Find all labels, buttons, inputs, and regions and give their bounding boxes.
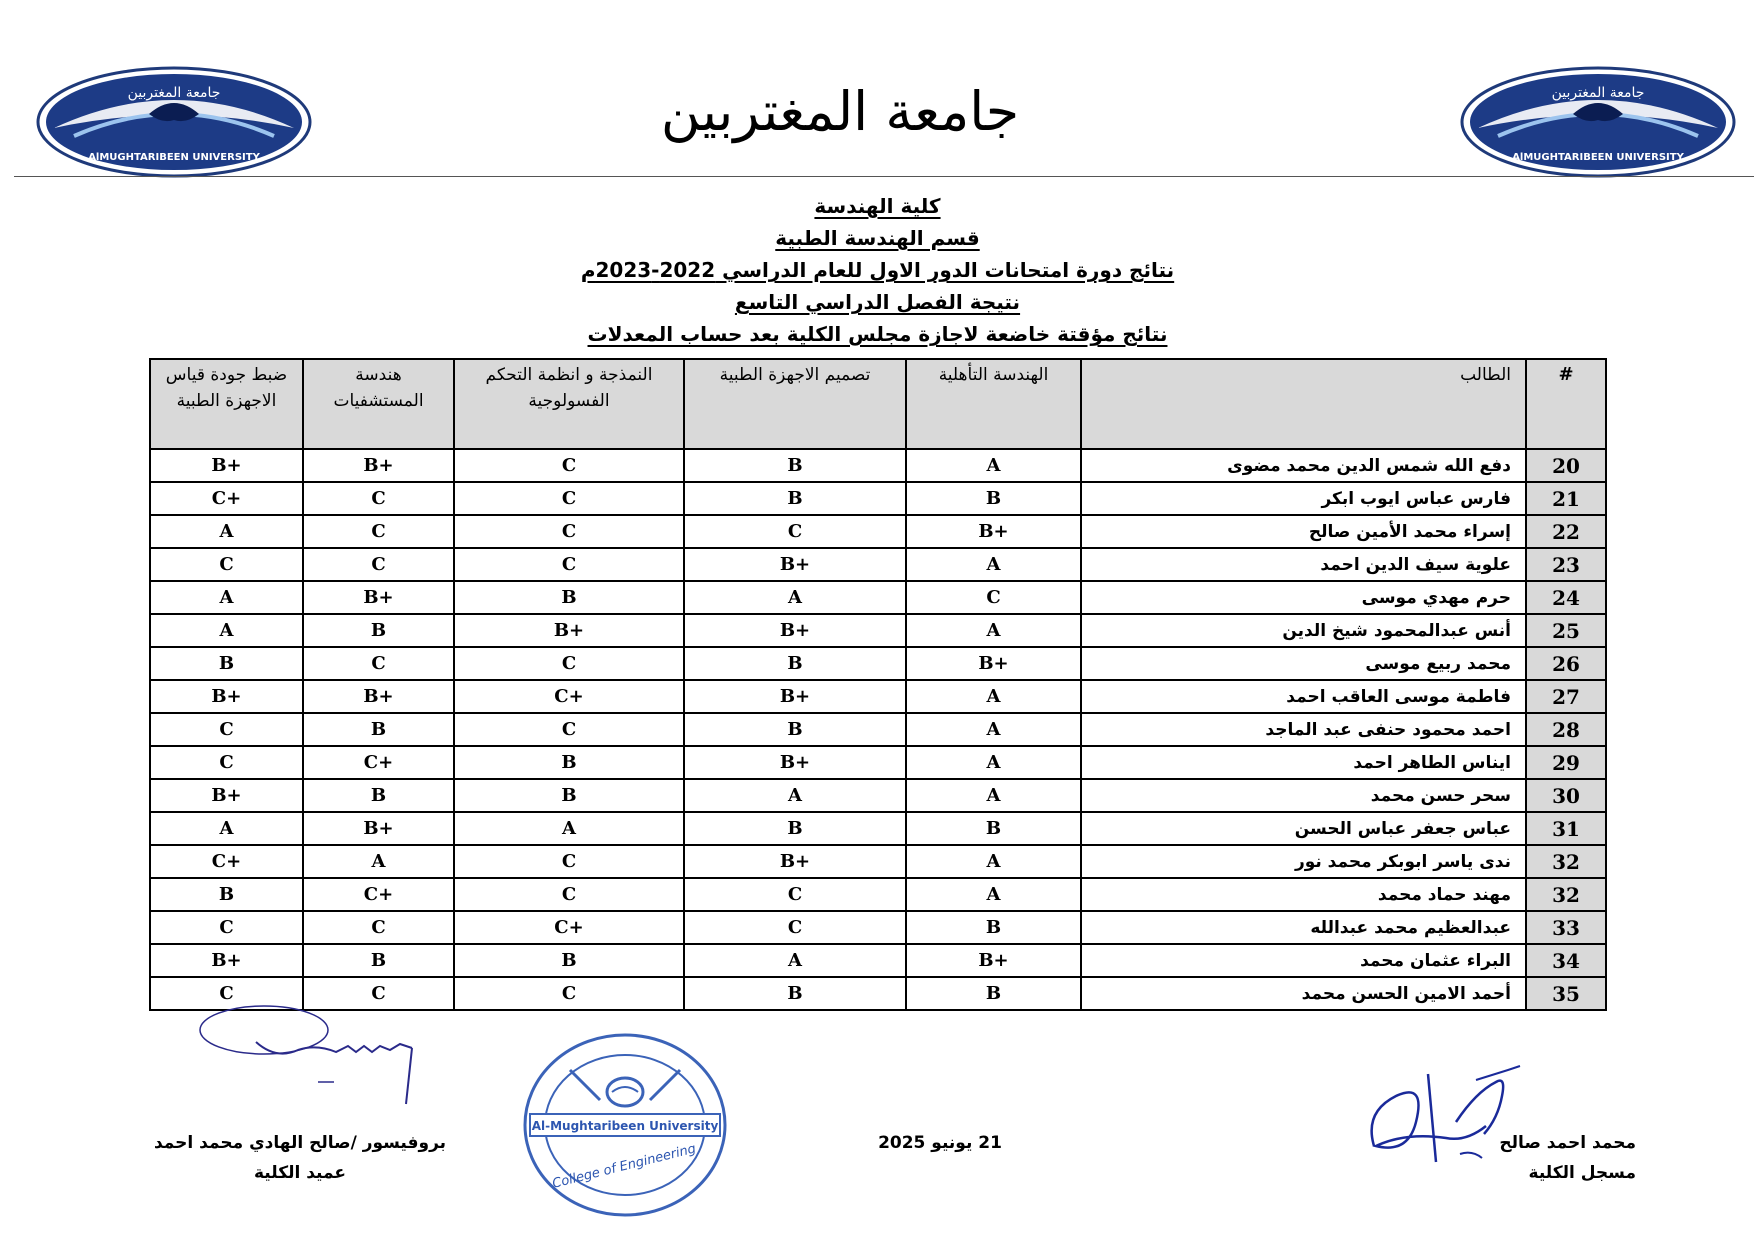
grade-value: A [986, 884, 1001, 905]
table-row [150, 449, 1606, 482]
grade-cell-course-2 [684, 680, 906, 713]
table-row [150, 944, 1606, 977]
grade-cell-course-5 [150, 515, 303, 548]
grade-value: A [986, 620, 1001, 641]
grade-value: B+ [779, 686, 811, 707]
grade-cell-course-2 [684, 647, 906, 680]
grade-cell-course-1 [906, 911, 1081, 944]
grade-value: B+ [363, 686, 394, 707]
grade-value: C [561, 884, 577, 905]
grade-value: C+ [554, 917, 584, 938]
grade-value: A [788, 587, 802, 608]
grade-cell-course-3 [454, 977, 684, 1010]
grade-value: B+ [211, 950, 242, 971]
table-row [150, 845, 1606, 878]
university-name-title: جامعة المغتربين [660, 80, 1020, 143]
grade-value: B [787, 818, 803, 839]
heading-semester: نتيجة الفصل الدراسي التاسع [734, 290, 1021, 314]
grade-value: A [219, 587, 234, 608]
table-row [150, 581, 1606, 614]
table-row [150, 614, 1606, 647]
grade-cell-course-2 [684, 482, 906, 515]
grade-value: B+ [211, 455, 242, 476]
student-name: إسراء محمد الأمين صالح [1081, 515, 1526, 548]
grade-value: B [370, 719, 387, 740]
grade-cell-course-3 [454, 878, 684, 911]
grade-value: C [219, 554, 234, 575]
grade-value: B [985, 983, 1002, 1004]
grade-cell-course-1 [906, 548, 1081, 581]
grade-cell-course-1 [906, 812, 1081, 845]
grade-cell-course-5 [150, 581, 303, 614]
grade-cell-course-1 [906, 680, 1081, 713]
grade-value: B+ [779, 851, 811, 872]
grade-cell-course-1 [906, 647, 1081, 680]
logo-text-arabic-right: جامعة المغتربين [1551, 85, 1645, 101]
grade-value: A [371, 851, 386, 872]
stamp-college-text: College of Engineering [550, 1141, 698, 1192]
grade-value: B [787, 983, 803, 1004]
grade-cell-course-5 [150, 647, 303, 680]
grade-value: C [371, 983, 386, 1004]
grade-value: B [787, 455, 803, 476]
row-number: 30 [1526, 779, 1606, 812]
row-number: 22 [1526, 515, 1606, 548]
grade-cell-course-2 [684, 581, 906, 614]
grade-cell-course-4 [303, 845, 454, 878]
grade-value: B+ [363, 455, 394, 476]
grade-value: C [561, 719, 577, 740]
grade-cell-course-5 [150, 449, 303, 482]
grade-cell-course-5 [150, 713, 303, 746]
grade-value: B [561, 752, 577, 773]
student-name: البراء عثمان محمد [1081, 944, 1526, 977]
grade-cell-course-5 [150, 911, 303, 944]
grade-cell-course-4 [303, 614, 454, 647]
grade-cell-course-5 [150, 548, 303, 581]
grade-cell-course-2 [684, 944, 906, 977]
row-number: 23 [1526, 548, 1606, 581]
grade-cell-course-5 [150, 746, 303, 779]
row-number: 32 [1526, 878, 1606, 911]
grade-value: B+ [779, 752, 811, 773]
grade-value: B [370, 620, 387, 641]
grade-value: C [371, 653, 386, 674]
table-row [150, 647, 1606, 680]
row-number: 35 [1526, 977, 1606, 1010]
grade-cell-course-4 [303, 812, 454, 845]
grade-cell-course-2 [684, 977, 906, 1010]
grade-cell-course-1 [906, 515, 1081, 548]
grade-cell-course-2 [684, 911, 906, 944]
issue-date: 21 يونيو 2025 [878, 1133, 1002, 1153]
grade-cell-course-1 [906, 581, 1081, 614]
grade-cell-course-5 [150, 680, 303, 713]
row-number: 21 [1526, 482, 1606, 515]
grade-cell-course-1 [906, 449, 1081, 482]
grade-value: B [218, 884, 235, 905]
grade-value: A [219, 818, 234, 839]
grade-value: A [219, 521, 234, 542]
grade-value: C+ [363, 752, 394, 773]
grade-cell-course-2 [684, 614, 906, 647]
grade-value: B+ [363, 818, 394, 839]
grade-value: B [787, 488, 803, 509]
grade-cell-course-4 [303, 779, 454, 812]
grade-cell-course-3 [454, 911, 684, 944]
heading-exam-results: نتائج دورة امتحانات الدور الاول للعام الدراسي 2022-2023م [580, 258, 1175, 282]
grade-value: B+ [978, 653, 1009, 674]
grade-cell-course-3 [454, 647, 684, 680]
grade-value: C [561, 521, 577, 542]
grade-cell-course-4 [303, 449, 454, 482]
grade-cell-course-5 [150, 482, 303, 515]
student-name: احمد محمود حنفى عبد الماجد [1081, 713, 1526, 746]
grade-value: C [219, 719, 234, 740]
grade-cell-course-3 [454, 944, 684, 977]
row-number: 20 [1526, 449, 1606, 482]
grade-cell-course-3 [454, 449, 684, 482]
grade-value: B+ [779, 554, 811, 575]
student-name: عباس جعفر عباس الحسن [1081, 812, 1526, 845]
grade-cell-course-3 [454, 515, 684, 548]
grade-value: B [787, 719, 803, 740]
table-row [150, 812, 1606, 845]
grade-cell-course-1 [906, 944, 1081, 977]
grade-cell-course-1 [906, 977, 1081, 1010]
college-stamp [520, 1030, 730, 1220]
document-headings [0, 190, 1755, 350]
student-name: أحمد الامين الحسن محمد [1081, 977, 1526, 1010]
grade-value: A [219, 620, 234, 641]
heading-department: قسم الهندسة الطبية [775, 226, 980, 250]
row-number: 33 [1526, 911, 1606, 944]
dean-signature [186, 1004, 446, 1114]
grade-value: B [561, 587, 577, 608]
registrar-title: مسجل الكلية [1528, 1163, 1636, 1183]
grade-cell-course-4 [303, 647, 454, 680]
grade-value: C [561, 554, 577, 575]
grade-value: C [986, 587, 1001, 608]
table-row [150, 779, 1606, 812]
grade-value: C [787, 884, 803, 905]
university-logo-right [1458, 62, 1738, 182]
student-name: حرم مهدي موسى [1081, 581, 1526, 614]
grade-value: C [219, 752, 234, 773]
grade-cell-course-5 [150, 779, 303, 812]
grade-value: C [219, 983, 234, 1004]
student-name: أنس عبدالمحمود شيخ الدين [1081, 614, 1526, 647]
grade-value: C+ [211, 851, 242, 872]
grade-value: C [561, 455, 577, 476]
grade-value: B+ [779, 620, 811, 641]
logo-text-arabic-left: جامعة المغتربين [127, 85, 221, 101]
grade-value: B+ [211, 785, 242, 806]
grade-cell-course-3 [454, 680, 684, 713]
results-table [149, 358, 1607, 1011]
grade-cell-course-4 [303, 713, 454, 746]
grade-value: B [985, 488, 1002, 509]
column-header-course-5: ضبط جودة قياس الاجهزة الطبية [150, 359, 303, 449]
student-name: فارس عباس ايوب ابكر [1081, 482, 1526, 515]
row-number: 27 [1526, 680, 1606, 713]
student-name: دفع الله شمس الدين محمد مضوى [1081, 449, 1526, 482]
row-number: 31 [1526, 812, 1606, 845]
row-number: 26 [1526, 647, 1606, 680]
column-header-course-4: هندسة المستشفيات [303, 359, 454, 449]
student-name: فاطمة موسى العاقب احمد [1081, 680, 1526, 713]
student-name: علوية سيف الدين احمد [1081, 548, 1526, 581]
grade-cell-course-3 [454, 614, 684, 647]
grade-cell-course-1 [906, 614, 1081, 647]
grade-cell-course-2 [684, 548, 906, 581]
grade-cell-course-3 [454, 779, 684, 812]
grade-value: C+ [554, 686, 584, 707]
student-name: عبدالعظيم محمد عبدالله [1081, 911, 1526, 944]
grade-value: B [985, 818, 1002, 839]
grade-cell-course-4 [303, 515, 454, 548]
registrar-signature-block [1484, 1128, 1636, 1188]
grade-cell-course-1 [906, 845, 1081, 878]
grade-value: B [370, 950, 387, 971]
grade-value: C [371, 488, 386, 509]
dean-title: عميد الكلية [254, 1163, 346, 1183]
grade-cell-course-5 [150, 812, 303, 845]
grade-cell-course-3 [454, 482, 684, 515]
grade-value: B [561, 950, 577, 971]
logo-text-english-right: AlMUGHTARIBEEN UNIVERSITY [1512, 152, 1684, 163]
student-name: مهند حماد محمد [1081, 878, 1526, 911]
grade-value: C [371, 554, 386, 575]
table-row [150, 878, 1606, 911]
student-name: محمد ربيع موسى [1081, 647, 1526, 680]
table-row [150, 548, 1606, 581]
registrar-name: محمد احمد صالح [1499, 1133, 1636, 1153]
grade-cell-course-2 [684, 779, 906, 812]
grade-value: C [561, 488, 577, 509]
grade-cell-course-3 [454, 845, 684, 878]
row-number: 28 [1526, 713, 1606, 746]
grade-value: C [371, 917, 386, 938]
logo-text-english-left: AlMUGHTARIBEEN UNIVERSITY [88, 152, 260, 163]
student-name: سحر حسن محمد [1081, 779, 1526, 812]
grade-value: A [986, 455, 1001, 476]
table-row [150, 713, 1606, 746]
student-name: ايناس الطاهر احمد [1081, 746, 1526, 779]
grade-cell-course-5 [150, 845, 303, 878]
grade-cell-course-3 [454, 812, 684, 845]
grade-cell-course-3 [454, 746, 684, 779]
row-number: 32 [1526, 845, 1606, 878]
grade-cell-course-4 [303, 944, 454, 977]
column-header-student: الطالب [1081, 359, 1526, 449]
stamp-university-text: Al-Mughtaribeen University [531, 1119, 719, 1133]
grade-value: B [370, 785, 387, 806]
column-header-course-2: تصميم الاجهزة الطبية [684, 359, 906, 449]
table-header-row [150, 359, 1606, 449]
grade-value: B [787, 653, 803, 674]
grade-cell-course-4 [303, 482, 454, 515]
grade-value: A [788, 950, 802, 971]
grade-value: C [561, 851, 577, 872]
grade-cell-course-4 [303, 548, 454, 581]
grade-cell-course-4 [303, 581, 454, 614]
grade-cell-course-4 [303, 746, 454, 779]
column-header-number: # [1526, 359, 1606, 449]
grade-cell-course-5 [150, 614, 303, 647]
grade-cell-course-3 [454, 713, 684, 746]
grade-cell-course-2 [684, 449, 906, 482]
grade-value: C [561, 653, 577, 674]
grade-value: A [986, 752, 1001, 773]
grade-cell-course-2 [684, 713, 906, 746]
grade-value: A [986, 785, 1001, 806]
grade-value: C [787, 521, 803, 542]
grade-value: A [788, 785, 802, 806]
header-divider [14, 176, 1754, 177]
grade-value: B+ [978, 950, 1009, 971]
grade-value: B [561, 785, 577, 806]
grade-cell-course-4 [303, 680, 454, 713]
table-row [150, 515, 1606, 548]
student-name: ندى ياسر ابوبكر محمد نور [1081, 845, 1526, 878]
grade-cell-course-3 [454, 581, 684, 614]
grade-value: C+ [211, 488, 242, 509]
grade-value: A [986, 851, 1001, 872]
grade-value: A [986, 719, 1001, 740]
grade-cell-course-2 [684, 515, 906, 548]
table-row [150, 680, 1606, 713]
grade-value: A [562, 818, 576, 839]
grade-value: B+ [978, 521, 1009, 542]
grade-cell-course-5 [150, 878, 303, 911]
grade-cell-course-4 [303, 878, 454, 911]
grade-value: C [787, 917, 803, 938]
grade-cell-course-1 [906, 779, 1081, 812]
table-row [150, 482, 1606, 515]
grade-cell-course-1 [906, 878, 1081, 911]
grade-cell-course-4 [303, 911, 454, 944]
heading-college: كلية الهندسة [814, 194, 941, 218]
grade-value: C [219, 917, 234, 938]
grade-value: B+ [363, 587, 394, 608]
grade-cell-course-1 [906, 713, 1081, 746]
row-number: 25 [1526, 614, 1606, 647]
row-number: 24 [1526, 581, 1606, 614]
dean-signature-block [150, 1128, 450, 1188]
table-row [150, 746, 1606, 779]
grade-value: B+ [211, 686, 242, 707]
column-header-course-3: النمذجة و انظمة التحكم الفسولوجية [454, 359, 684, 449]
grade-value: C [371, 521, 386, 542]
grade-cell-course-5 [150, 944, 303, 977]
grade-value: C+ [363, 884, 394, 905]
university-logo-left [34, 62, 314, 182]
grade-cell-course-1 [906, 482, 1081, 515]
grade-cell-course-2 [684, 812, 906, 845]
dean-name: بروفيسور /صالح الهادي محمد احمد [153, 1133, 447, 1153]
grade-value: C [561, 983, 577, 1004]
grade-cell-course-2 [684, 878, 906, 911]
heading-provisional-note: نتائج مؤقتة خاضعة لاجازة مجلس الكلية بعد حساب المعدلات [587, 322, 1168, 346]
grade-value: A [986, 686, 1001, 707]
grade-value: A [986, 554, 1001, 575]
row-number: 29 [1526, 746, 1606, 779]
grade-cell-course-2 [684, 845, 906, 878]
grade-value: B+ [553, 620, 585, 641]
table-row [150, 911, 1606, 944]
grade-cell-course-2 [684, 746, 906, 779]
grade-cell-course-1 [906, 746, 1081, 779]
grade-value: B [218, 653, 235, 674]
grade-value: B [985, 917, 1002, 938]
column-header-course-1: الهندسة التأهلية [906, 359, 1081, 449]
grade-cell-course-3 [454, 548, 684, 581]
row-number: 34 [1526, 944, 1606, 977]
